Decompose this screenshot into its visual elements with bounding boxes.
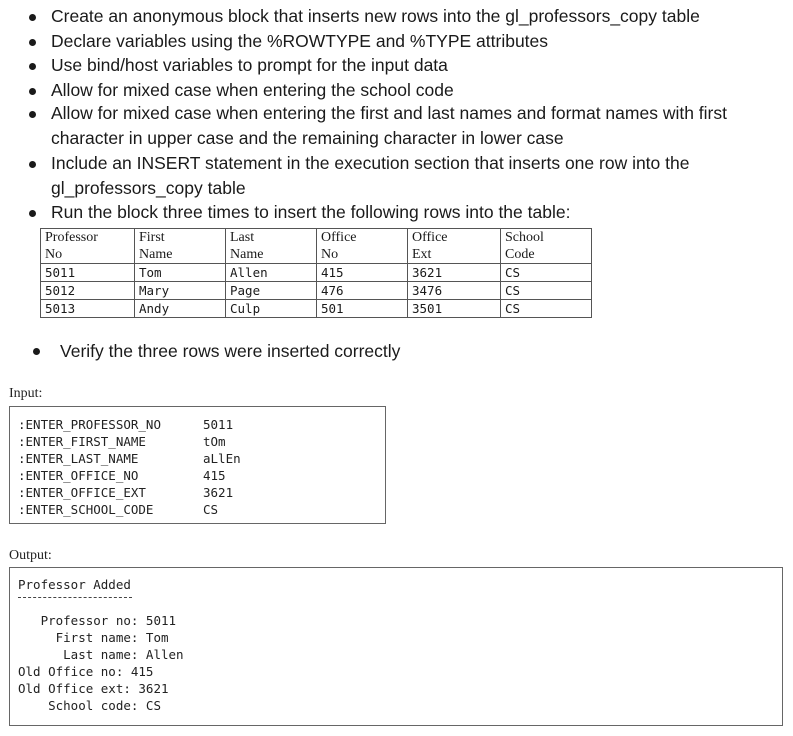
column-header xyxy=(501,229,592,264)
table-row xyxy=(41,264,592,282)
bullet-dot xyxy=(29,14,36,21)
verify-text: Verify the three rows were inserted correctly xyxy=(60,341,401,361)
header-line: Office xyxy=(321,230,357,245)
table-cell: 3621 xyxy=(408,264,501,282)
output-heading: Professor Added xyxy=(18,577,131,592)
table-cell: 5013 xyxy=(41,300,135,318)
input-value: 415 xyxy=(203,468,226,483)
header-line: No xyxy=(45,247,63,262)
table-cell: 415 xyxy=(317,264,408,282)
input-value: aLlEn xyxy=(203,451,241,466)
table-row xyxy=(41,300,592,318)
bullet-item xyxy=(0,200,570,225)
bullet-dot xyxy=(29,63,36,70)
output-panel xyxy=(9,567,783,726)
input-label: Input: xyxy=(9,386,43,401)
bullet-dot xyxy=(29,161,36,168)
bullet-text: Allow for mixed case when entering the school code xyxy=(51,80,454,100)
output-label: Output: xyxy=(9,548,52,563)
bullet-dot xyxy=(29,88,36,95)
bullet-item xyxy=(0,53,448,78)
input-value: CS xyxy=(203,502,219,517)
input-row xyxy=(18,450,241,467)
column-header xyxy=(408,229,501,264)
professor-rows-table xyxy=(40,228,592,318)
output-line: School code: CS xyxy=(18,698,161,713)
header-line: No xyxy=(321,247,339,262)
column-header xyxy=(135,229,226,264)
table-cell: Page xyxy=(226,282,317,300)
output-line: Last name: Allen xyxy=(18,647,184,662)
input-value: 5011 xyxy=(203,417,234,432)
table-cell: Culp xyxy=(226,300,317,318)
input-key: :ENTER_LAST_NAME xyxy=(18,451,139,466)
bullet-dot xyxy=(29,39,36,46)
header-line: School xyxy=(505,230,544,245)
input-row xyxy=(18,467,226,484)
header-line: Last xyxy=(230,230,255,245)
bullet-text: Include an INSERT statement in the execution section that inserts one row into the gl_professors_copy table xyxy=(51,153,690,198)
header-line: First xyxy=(139,230,165,245)
bullet-text: Run the block three times to insert the following rows into the table: xyxy=(51,202,571,222)
input-key: :ENTER_FIRST_NAME xyxy=(18,434,146,449)
header-line: Ext xyxy=(412,247,432,262)
table-cell: CS xyxy=(501,300,592,318)
table-cell: CS xyxy=(501,264,592,282)
header-line: Professor xyxy=(45,230,98,245)
input-row xyxy=(18,433,226,450)
input-value: tOm xyxy=(203,434,226,449)
column-header xyxy=(226,229,317,264)
table-cell: Tom xyxy=(135,264,226,282)
input-key: :ENTER_SCHOOL_CODE xyxy=(18,502,154,517)
table-cell: 501 xyxy=(317,300,408,318)
header-line: Code xyxy=(505,247,535,262)
column-header xyxy=(41,229,135,264)
header-line: Name xyxy=(230,247,264,262)
input-row xyxy=(18,416,233,433)
input-key: :ENTER_OFFICE_NO xyxy=(18,468,139,483)
bullet-text: Declare variables using the %ROWTYPE and %TYPE attributes xyxy=(51,31,549,51)
bullet-item xyxy=(0,151,793,200)
bullet-item xyxy=(0,78,454,103)
column-header xyxy=(317,229,408,264)
verify-bullet xyxy=(0,339,400,363)
input-value: 3621 xyxy=(203,485,234,500)
table-cell: 3501 xyxy=(408,300,501,318)
output-line: First name: Tom xyxy=(18,630,169,645)
output-divider xyxy=(18,597,132,598)
table-cell: Mary xyxy=(135,282,226,300)
input-panel xyxy=(9,406,386,524)
input-row xyxy=(18,484,233,501)
output-line: Professor no: 5011 xyxy=(18,613,177,628)
bullet-text: Allow for mixed case when entering the first and last names and format names with first character in upper case and the remaining character in lower case xyxy=(51,103,727,148)
bullet-item xyxy=(0,101,793,150)
input-row xyxy=(18,501,218,518)
output-line: Old Office ext: 3621 xyxy=(18,681,169,696)
output-line: Old Office no: 415 xyxy=(18,664,154,679)
table-cell: 3476 xyxy=(408,282,501,300)
bullet-text: Create an anonymous block that inserts new rows into the gl_professors_copy table xyxy=(51,6,700,26)
table-cell: CS xyxy=(501,282,592,300)
bullet-item xyxy=(0,4,700,29)
table-row xyxy=(41,282,592,300)
table-cell: 5011 xyxy=(41,264,135,282)
input-key: :ENTER_OFFICE_EXT xyxy=(18,485,146,500)
header-line: Name xyxy=(139,247,173,262)
header-line: Office xyxy=(412,230,448,245)
table-cell: Andy xyxy=(135,300,226,318)
input-key: :ENTER_PROFESSOR_NO xyxy=(18,417,161,432)
bullet-dot xyxy=(29,111,36,118)
bullet-dot xyxy=(33,348,40,355)
bullet-dot xyxy=(29,210,36,217)
table-cell: 5012 xyxy=(41,282,135,300)
bullet-item xyxy=(0,29,548,54)
table-cell: 476 xyxy=(317,282,408,300)
table-header-row xyxy=(41,229,592,264)
table-cell: Allen xyxy=(226,264,317,282)
bullet-text: Use bind/host variables to prompt for the input data xyxy=(51,55,448,75)
